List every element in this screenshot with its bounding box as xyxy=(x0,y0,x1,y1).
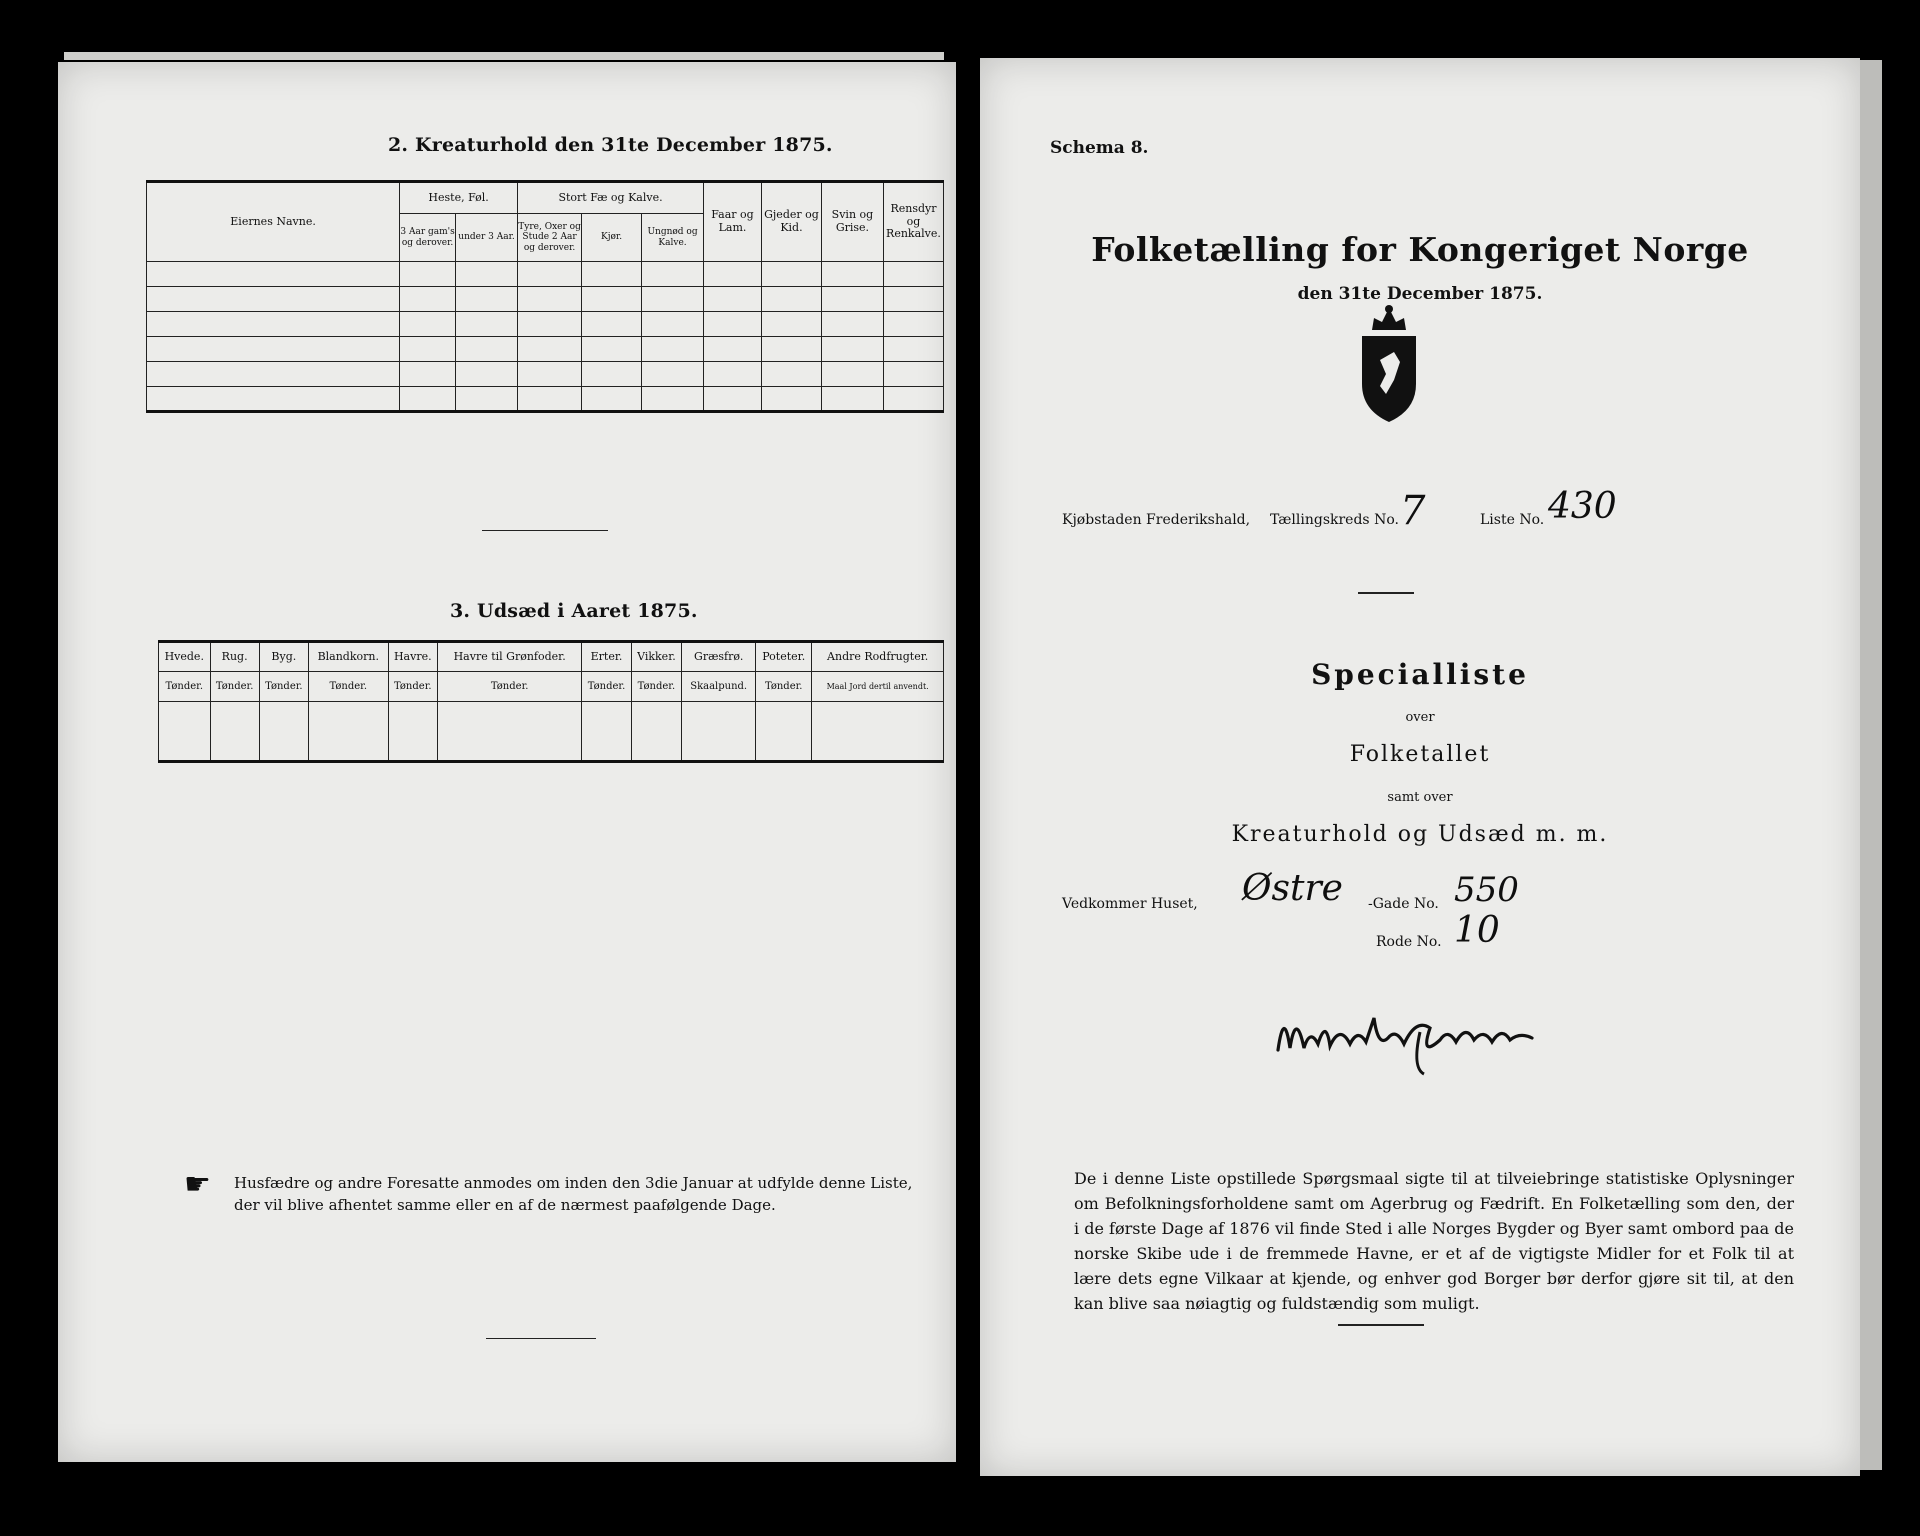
reindeer-header: Rensdyr og Renkalve. xyxy=(883,182,943,262)
folketallet-text: Folketallet xyxy=(1349,742,1491,767)
coat-of-arms-icon xyxy=(1350,304,1428,424)
sowing-col-unit: Tønder. xyxy=(259,672,308,702)
livestock-table xyxy=(146,180,944,413)
calves-header: Ungnød og Kalve. xyxy=(642,214,704,262)
right-page xyxy=(980,58,1860,1476)
sowing-col-unit: Tønder. xyxy=(631,672,682,702)
bulls-header: Tyre, Oxer og Stude 2 Aar og derover. xyxy=(518,214,582,262)
table-row xyxy=(147,387,944,412)
sowing-value-cell xyxy=(210,702,259,762)
horses-under3-header: under 3 Aar. xyxy=(456,214,518,262)
page-stack-edge xyxy=(1860,60,1882,1470)
sowing-col-unit: Tønder. xyxy=(159,672,211,702)
table-row xyxy=(147,362,944,387)
pigs-header: Svin og Grise. xyxy=(821,182,883,262)
sowing-col-name: Blandkorn. xyxy=(308,642,388,672)
explanatory-paragraph: De i denne Liste opstillede Spørgsmaal sigte til at tilveiebringe statistiske Oplysninger om Befolkningsforholdene samt om Agerbrug og Fædrift. En Folketælling som den, der i de første Dage af 1876 vil finde Sted i alle Norges Bygder og Byer samt ombord paa de norske Skibe ude i de fremmede Havne, er et af de vigtigste Midler for et Folk til at lære dets egne Vilkaar at kjende, og enhver god Borger bør derfor gjøre sit til, at den kan blive saa nøiagtig og fuldstændig som muligt. xyxy=(1074,1169,1794,1313)
sowing-table xyxy=(158,640,944,763)
sowing-value-cell xyxy=(259,702,308,762)
pointing-hand-icon: ☛ xyxy=(184,1167,211,1202)
owner-name-header: Eiernes Navne. xyxy=(147,182,400,262)
sowing-value-cell xyxy=(812,702,944,762)
sowing-value-cell xyxy=(682,702,756,762)
goats-header: Gjeder og Kid. xyxy=(761,182,821,262)
sowing-col-name: Poteter. xyxy=(756,642,812,672)
over-text: over xyxy=(1405,710,1435,725)
notice-text: Husfædre og andre Foresatte anmodes om inden den 3die Januar at udfylde denne Liste, der vil blive afhentet samme eller en af de nærmest paafølgende Dage. xyxy=(234,1174,913,1214)
table-row xyxy=(147,287,944,312)
gade-label: -Gade No. xyxy=(1368,896,1439,912)
location-label: Kjøbstaden Frederikshald, xyxy=(1062,512,1251,528)
sowing-col-unit: Tønder. xyxy=(210,672,259,702)
sowing-col-unit: Tønder. xyxy=(582,672,631,702)
street-name: Østre xyxy=(1242,868,1343,909)
horses-3yr-header: 3 Aar gam's og derover. xyxy=(400,214,456,262)
schema-label: Schema 8. xyxy=(1050,138,1149,158)
sowing-col-name: Havre. xyxy=(388,642,437,672)
sowing-value-cell xyxy=(388,702,437,762)
divider xyxy=(486,1338,596,1339)
sowing-value-cell xyxy=(159,702,211,762)
list-number: 430 xyxy=(1548,486,1617,527)
divider xyxy=(1338,1324,1424,1326)
census-date: den 31te December 1875. xyxy=(1297,284,1543,304)
sheep-header: Faar og Lam. xyxy=(704,182,762,262)
sowing-col-name: Byg. xyxy=(259,642,308,672)
sowing-value-cell xyxy=(756,702,812,762)
sowing-col-name: Havre til Grønfoder. xyxy=(437,642,581,672)
district-label: Tællingskreds No. xyxy=(1270,512,1399,528)
district-number: 7 xyxy=(1400,488,1426,534)
sowing-col-name: Hvede. xyxy=(159,642,211,672)
sowing-col-name: Vikker. xyxy=(631,642,682,672)
sowing-col-unit: Tønder. xyxy=(756,672,812,702)
table-row xyxy=(147,262,944,287)
cows-header: Kjør. xyxy=(582,214,642,262)
sowing-value-cell xyxy=(308,702,388,762)
rode-number: 10 xyxy=(1454,910,1500,951)
section-3-title: 3. Udsæd i Aaret 1875. xyxy=(450,600,698,622)
census-title: Folketælling for Kongeriget Norge xyxy=(1091,230,1749,269)
list-label: Liste No. xyxy=(1480,512,1545,528)
sowing-value-cell xyxy=(631,702,682,762)
sowing-col-name: Rug. xyxy=(210,642,259,672)
table-row xyxy=(147,337,944,362)
page-stack-edge xyxy=(64,52,944,60)
sowing-col-unit: Skaalpund. xyxy=(682,672,756,702)
divider xyxy=(482,530,608,531)
cattle-header: Stort Fæ og Kalve. xyxy=(518,182,704,214)
horses-header: Heste, Føl. xyxy=(400,182,518,214)
special-list-heading: Specialliste xyxy=(1311,658,1529,691)
sowing-value-cell xyxy=(582,702,631,762)
sowing-value-cell xyxy=(437,702,581,762)
gade-number: 550 xyxy=(1454,870,1519,910)
sowing-col-unit: Tønder. xyxy=(388,672,437,702)
house-label: Vedkommer Huset, xyxy=(1062,896,1198,912)
sowing-col-unit: Maal Jord dertil anvendt. xyxy=(812,672,944,702)
section-2-title: 2. Kreaturhold den 31te December 1875. xyxy=(388,134,833,156)
sowing-col-unit: Tønder. xyxy=(437,672,581,702)
table-row xyxy=(147,312,944,337)
divider xyxy=(1358,592,1414,594)
rode-label: Rode No. xyxy=(1376,934,1442,950)
sowing-col-unit: Tønder. xyxy=(308,672,388,702)
samt-over-text: samt over xyxy=(1387,790,1453,805)
sowing-col-name: Græsfrø. xyxy=(682,642,756,672)
left-page xyxy=(58,62,956,1462)
sowing-col-name: Erter. xyxy=(582,642,631,672)
livestock-sowing-heading: Kreaturhold og Udsæd m. m. xyxy=(1231,822,1609,847)
signature xyxy=(1270,988,1560,1078)
sowing-col-name: Andre Rodfrugter. xyxy=(812,642,944,672)
